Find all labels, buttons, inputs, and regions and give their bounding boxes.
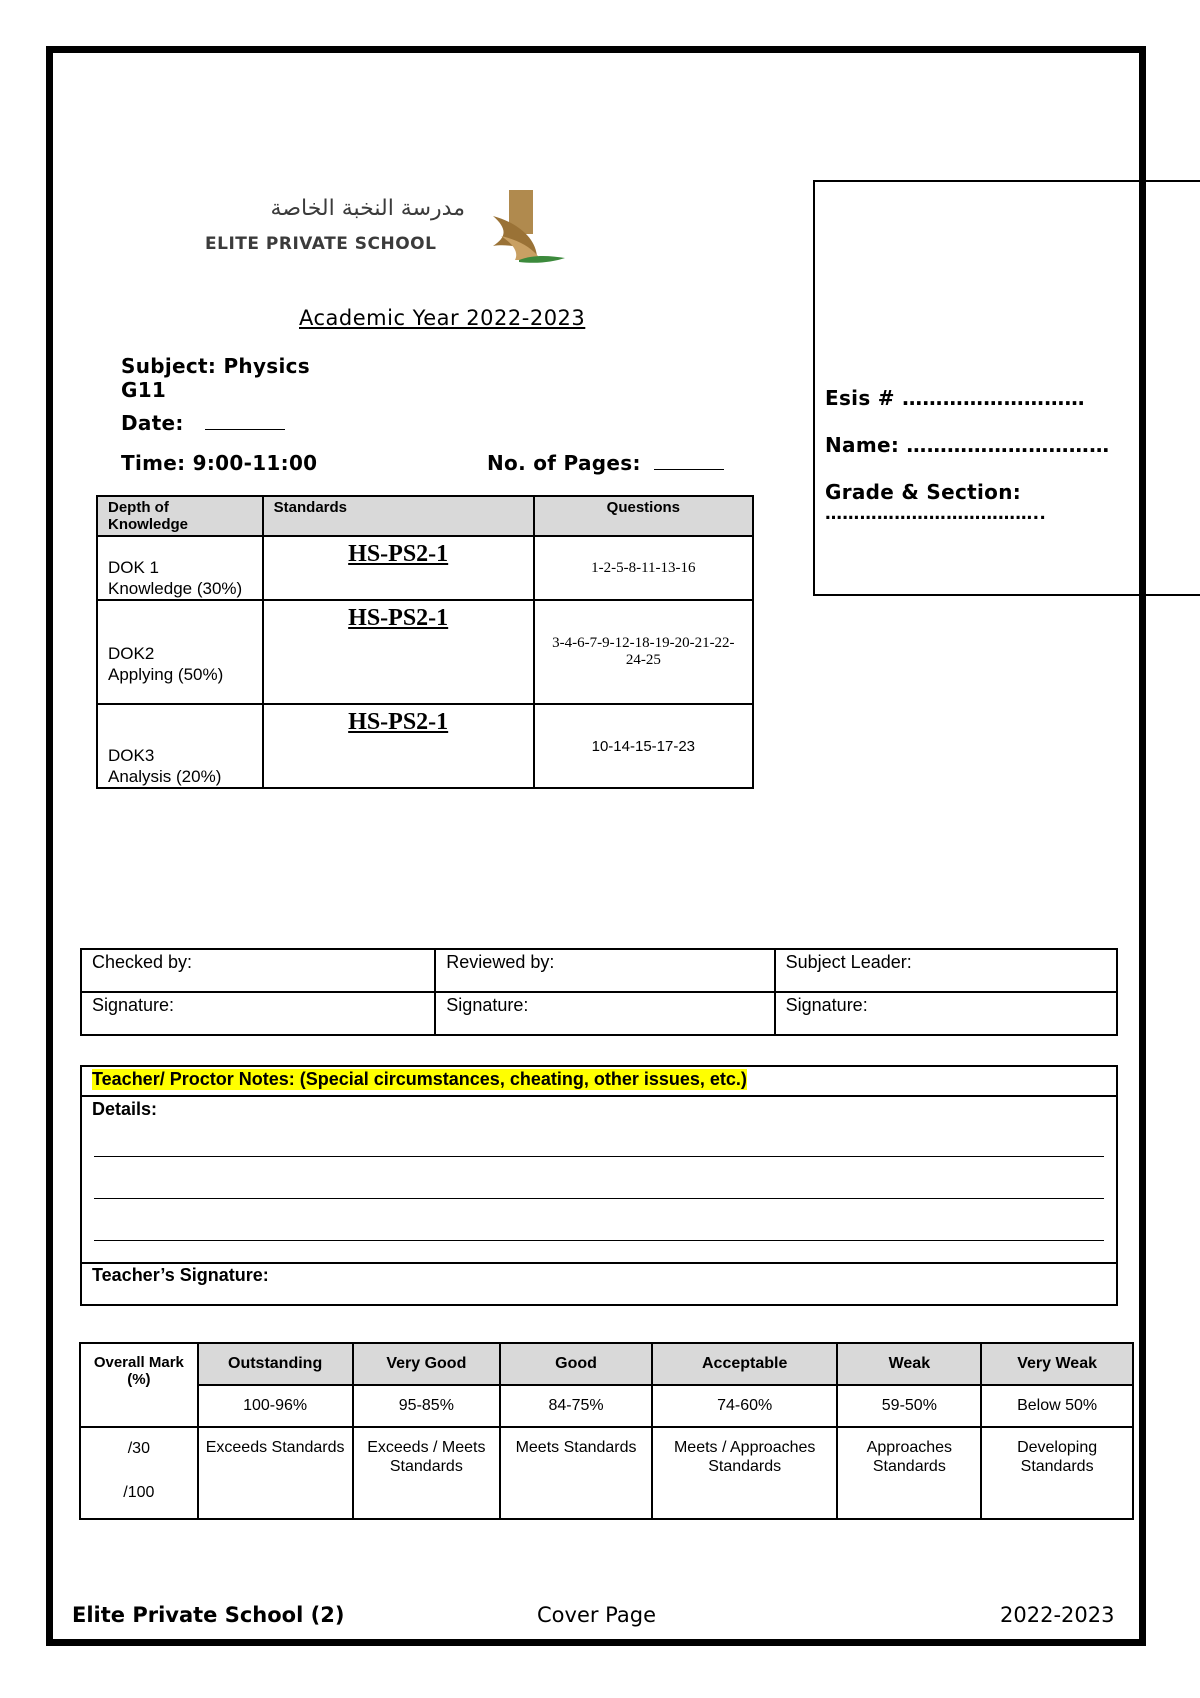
details-line[interactable]: [94, 1156, 1104, 1157]
descriptor-cell: Developing Standards: [981, 1427, 1133, 1519]
logo-arabic-name: مدرسة النخبة الخاصة: [270, 196, 465, 221]
questions-cell: 1-2-5-8-11-13-16: [534, 536, 753, 600]
falcon-emblem-icon: [475, 186, 567, 268]
level-header: Very Good: [353, 1343, 501, 1385]
name-field[interactable]: Name: …………………………: [825, 433, 1110, 457]
pages-field: [487, 451, 724, 475]
range-cell: 100-96%: [198, 1385, 353, 1427]
checked-by-field[interactable]: Checked by:: [81, 949, 435, 992]
level-header: Good: [500, 1343, 652, 1385]
score-out-of-30: /30: [127, 1440, 150, 1457]
descriptor-cell: Exceeds / Meets Standards: [353, 1427, 501, 1519]
date-blank[interactable]: [205, 413, 285, 430]
date-field: [121, 411, 285, 435]
subject: Subject: Physics: [121, 354, 311, 378]
table-row: [97, 536, 753, 600]
details-line[interactable]: [94, 1198, 1104, 1199]
overall-mark-header: Overall Mark (%): [80, 1343, 198, 1427]
dok-cell: DOK3 Analysis (20%): [97, 704, 263, 788]
standard-cell: HS-PS2-1: [263, 536, 534, 600]
divider: [82, 1262, 1116, 1264]
signatures-table: [80, 948, 1118, 1036]
dok-cell: DOK 1 Knowledge (30%): [97, 536, 263, 600]
logo-english-name: ELITE PRIVATE SCHOOL: [205, 234, 437, 254]
date-label: Date:: [121, 411, 184, 435]
level-header: Acceptable: [652, 1343, 838, 1385]
details-line[interactable]: [94, 1240, 1104, 1241]
range-cell: 59-50%: [837, 1385, 981, 1427]
level-header: Weak: [837, 1343, 981, 1385]
signature-field[interactable]: Signature:: [435, 992, 774, 1035]
school-logo: [205, 188, 565, 272]
range-cell: 84-75%: [500, 1385, 652, 1427]
teacher-signature-field[interactable]: Teacher’s Signature:: [92, 1265, 269, 1285]
academic-year: Academic Year 2022-2023: [299, 306, 586, 330]
questions-header: Questions: [534, 496, 753, 536]
table-row: [97, 704, 753, 788]
footer-school: Elite Private School (2): [72, 1603, 345, 1627]
mark-cell[interactable]: [80, 1427, 198, 1519]
grade-section-label: Grade & Section:: [825, 480, 1022, 504]
esis-field[interactable]: Esis # ………………………: [825, 386, 1085, 410]
grading-table: [79, 1342, 1134, 1520]
pages-blank[interactable]: [654, 453, 724, 470]
dok-cell: DOK2 Applying (50%): [97, 600, 263, 704]
standards-header: Standards: [263, 496, 534, 536]
footer-year: 2022-2023: [1000, 1603, 1115, 1627]
notes-header: Teacher/ Proctor Notes: (Special circumstances, cheating, other issues, etc.): [92, 1069, 747, 1089]
range-cell: Below 50%: [981, 1385, 1133, 1427]
descriptor-cell: Approaches Standards: [837, 1427, 981, 1519]
table-row: [97, 600, 753, 704]
footer-page-label: Cover Page: [537, 1603, 657, 1627]
descriptor-cell: Exceeds Standards: [198, 1427, 353, 1519]
student-info-box: [813, 180, 1200, 596]
exam-time: Time: 9:00-11:00: [121, 451, 318, 475]
standard-cell: HS-PS2-1: [263, 704, 534, 788]
level-header: Very Weak: [981, 1343, 1133, 1385]
dok-header: Depth of Knowledge: [97, 496, 263, 536]
reviewed-by-field[interactable]: Reviewed by:: [435, 949, 774, 992]
score-out-of-100: /100: [123, 1484, 155, 1501]
grade-level: G11: [121, 378, 167, 402]
questions-cell: 10-14-15-17-23: [534, 704, 753, 788]
grade-section-field[interactable]: ………………………………..: [825, 504, 1047, 524]
range-cell: 74-60%: [652, 1385, 838, 1427]
descriptor-cell: Meets / Approaches Standards: [652, 1427, 838, 1519]
level-header: Outstanding: [198, 1343, 353, 1385]
signature-field[interactable]: Signature:: [81, 992, 435, 1035]
signature-field[interactable]: Signature:: [775, 992, 1117, 1035]
range-cell: 95-85%: [353, 1385, 501, 1427]
proctor-notes-box: [80, 1065, 1118, 1306]
dok-table: [96, 495, 754, 789]
descriptor-cell: Meets Standards: [500, 1427, 652, 1519]
questions-cell: 3-4-6-7-9-12-18-19-20-21-22-24-25: [534, 600, 753, 704]
notes-header-row: [82, 1067, 1116, 1097]
details-label: Details:: [92, 1099, 158, 1119]
pages-label: No. of Pages:: [487, 451, 641, 475]
subject-leader-field[interactable]: Subject Leader:: [775, 949, 1117, 992]
standard-cell: HS-PS2-1: [263, 600, 534, 704]
